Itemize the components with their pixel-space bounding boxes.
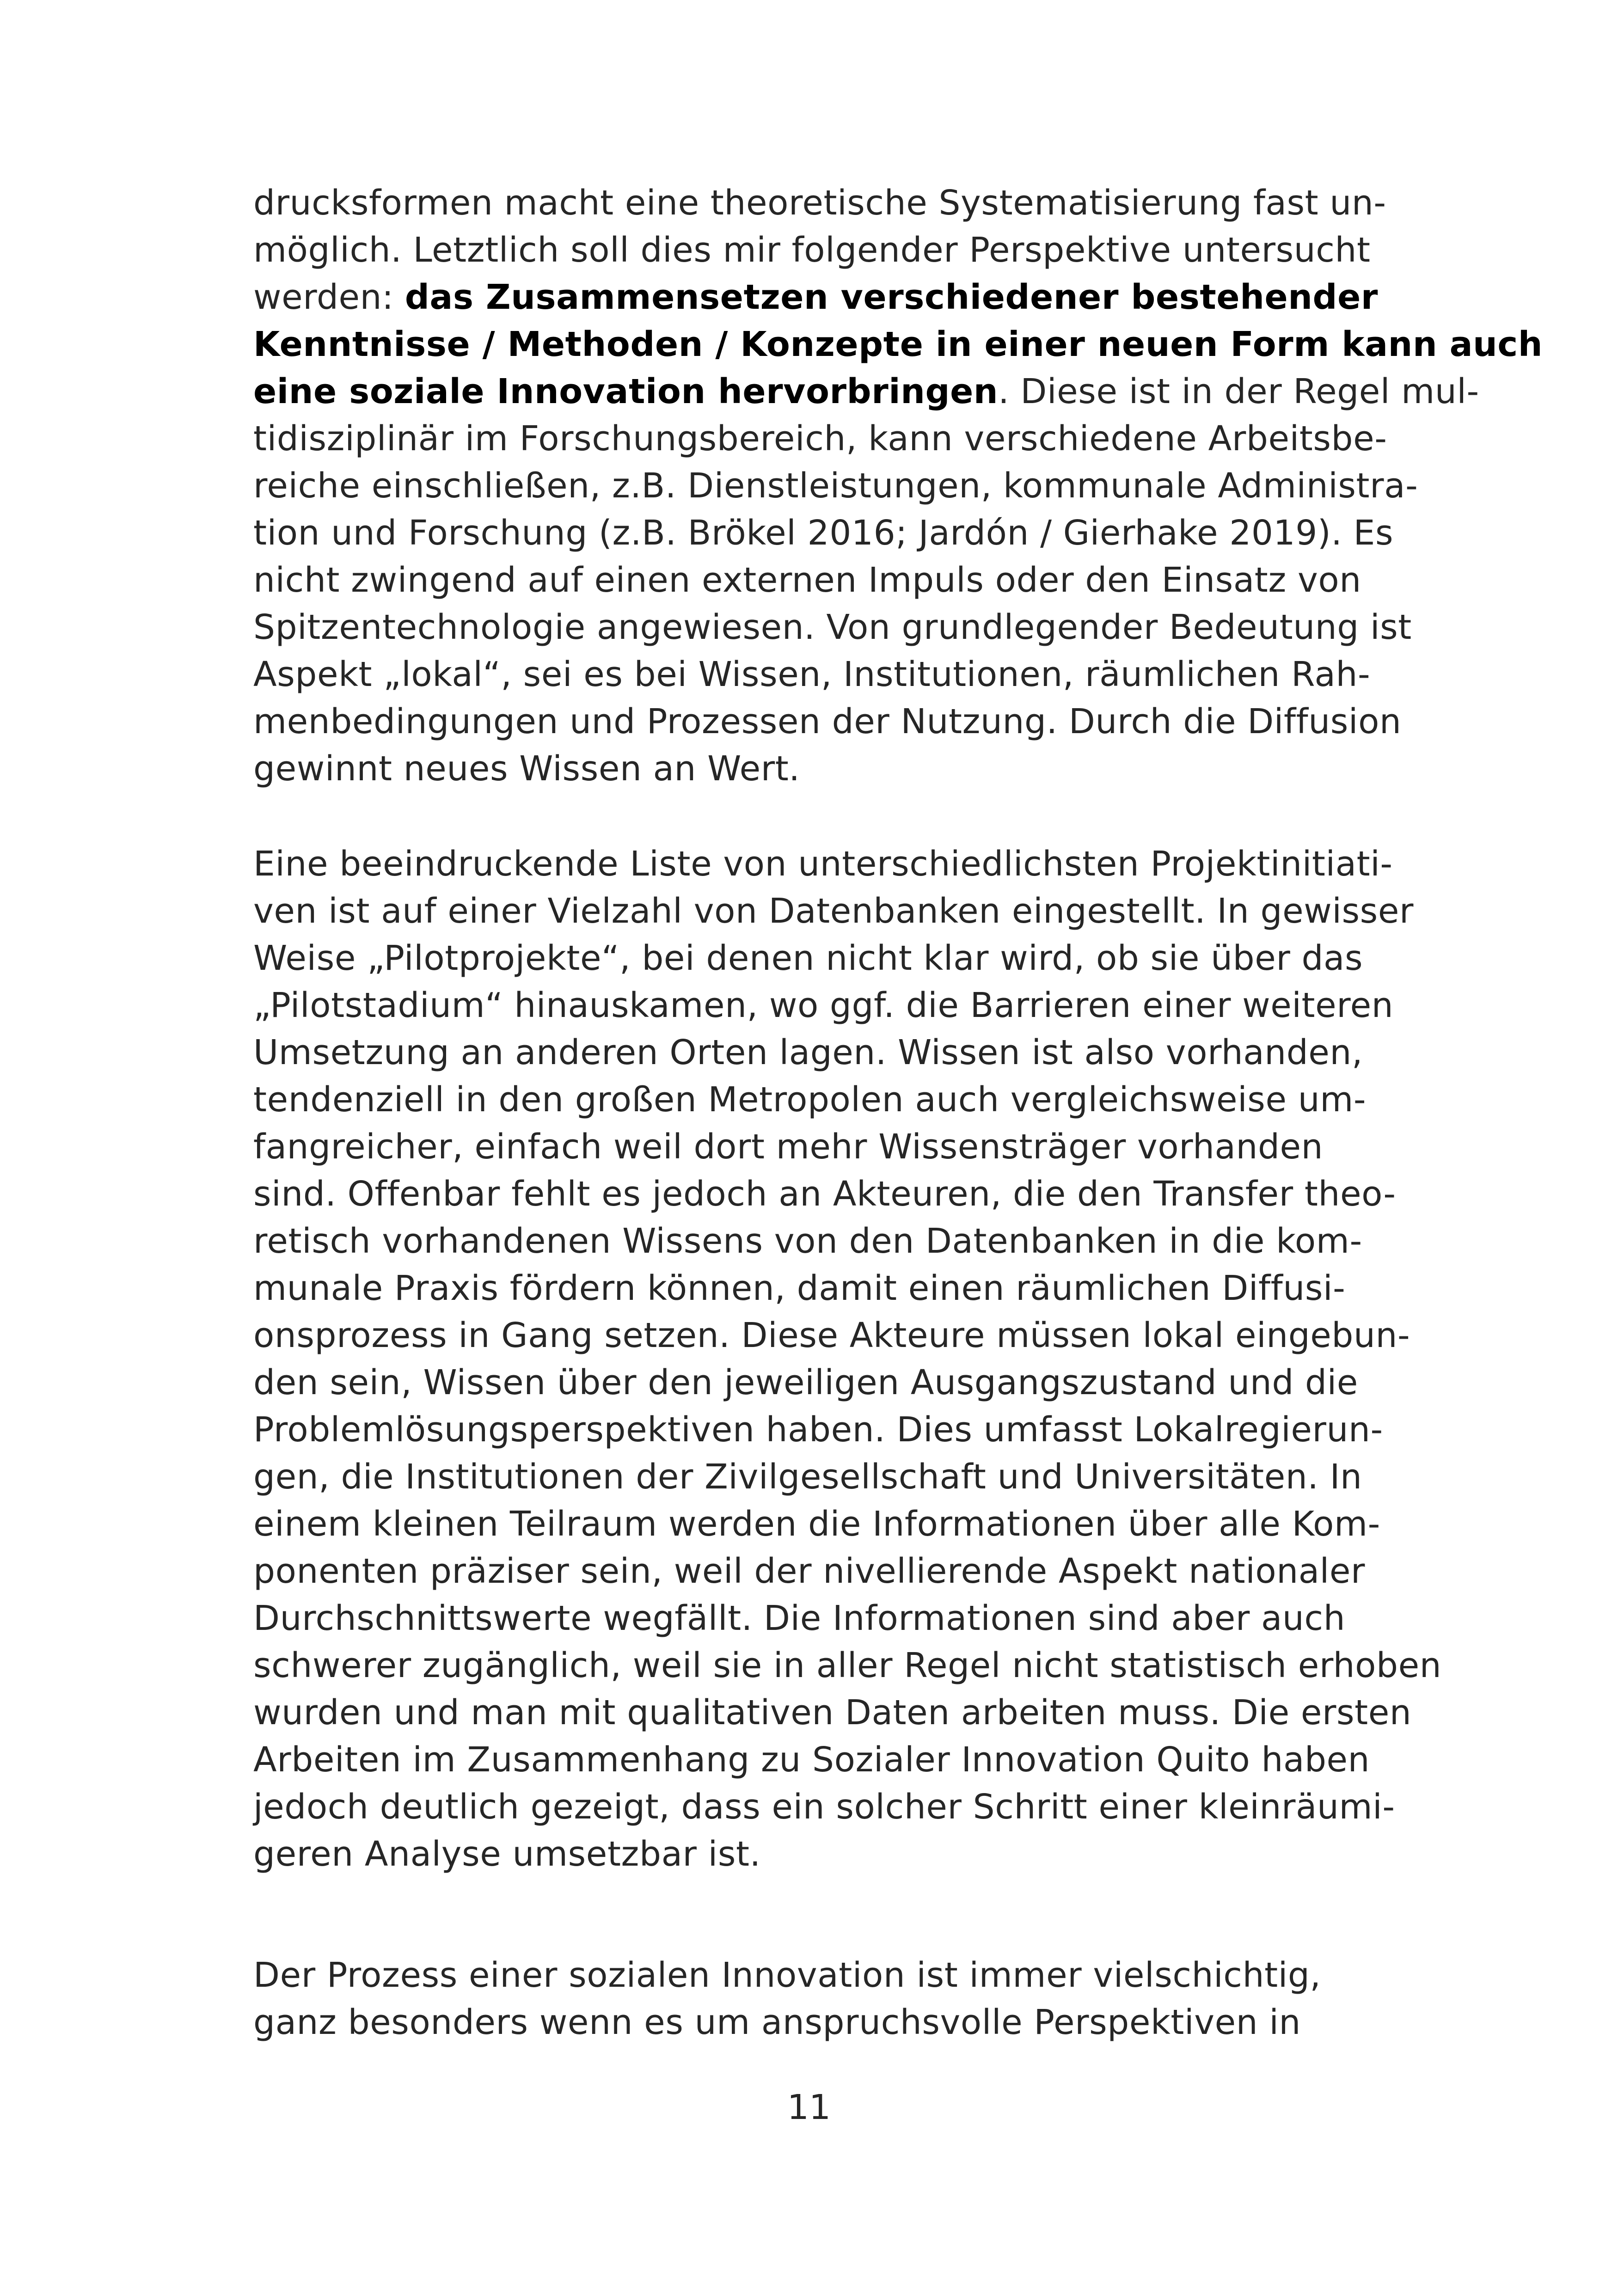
paragraph-2 <box>253 840 1442 1878</box>
text-line: Problemlösungsperspektiven haben. Dies umfasst Lokalregierun- <box>253 1410 1383 1450</box>
text-line: Weise „Pilotprojekte“, bei denen nicht klar wird, ob sie über das <box>253 938 1363 978</box>
text-line: fangreicher, einfach weil dort mehr Wissensträger vorhanden <box>253 1127 1324 1167</box>
text-line: „Pilotstadium“ hinauskamen, wo ggf. die Barrieren einer weiteren <box>253 986 1394 1025</box>
text-line: Eine beeindruckende Liste von unterschiedlichsten Projektinitiati- <box>253 844 1393 884</box>
text-line: Der Prozess einer sozialen Innovation ist immer vielschichtig, <box>253 1955 1321 1995</box>
emphasized-text: eine soziale Innovation hervorbringen <box>253 372 999 411</box>
text-line: gen, die Institutionen der Zivilgesellschaft und Universitäten. In <box>253 1457 1362 1497</box>
text-line: ponenten präziser sein, weil der nivellierende Aspekt nationaler <box>253 1551 1365 1591</box>
text-line-with-emphasis <box>253 321 1543 368</box>
emphasized-text: Kenntnisse / Methoden / Konzepte in einer neuen Form kann auch <box>253 325 1543 364</box>
paragraph-1 <box>253 179 1543 792</box>
text-line: Umsetzung an anderen Orten lagen. Wissen ist also vorhanden, <box>253 1033 1363 1072</box>
text-line: Arbeiten im Zusammenhang zu Sozialer Innovation Quito haben <box>253 1740 1370 1780</box>
text-line: gewinnt neues Wissen an Wert. <box>253 749 800 789</box>
text-line: einem kleinen Teilraum werden die Informationen über alle Kom- <box>253 1504 1380 1544</box>
text-line: tendenziell in den großen Metropolen auch vergleichsweise um- <box>253 1080 1367 1120</box>
text-line-with-emphasis <box>253 368 1479 415</box>
text-line: schwerer zugänglich, weil sie in aller Regel nicht statistisch erhoben <box>253 1646 1442 1685</box>
text-line: retisch vorhandenen Wissens von den Datenbanken in die kom- <box>253 1221 1362 1261</box>
page-number: 11 <box>787 2088 831 2127</box>
text-line: menbedingungen und Prozessen der Nutzung. Durch die Diffusion <box>253 702 1402 741</box>
emphasized-text: das Zusammensetzen verschiedener bestehender <box>404 277 1379 317</box>
text-line: tion und Forschung (z.B. Brökel 2016; Jardón / Gierhake 2019). Es <box>253 513 1394 553</box>
paragraph-3 <box>253 1952 1321 2046</box>
text-segment: werden: <box>253 277 394 317</box>
text-line: sind. Offenbar fehlt es jedoch an Akteuren, die den Transfer theo- <box>253 1174 1396 1214</box>
text-line: reiche einschließen, z.B. Dienstleistungen, kommunale Administra- <box>253 466 1418 506</box>
text-line: ven ist auf einer Vielzahl von Datenbanken eingestellt. In gewisser <box>253 891 1414 931</box>
text-line: wurden und man mit qualitativen Daten arbeiten muss. Die ersten <box>253 1693 1412 1733</box>
text-line: nicht zwingend auf einen externen Impuls oder den Einsatz von <box>253 560 1361 600</box>
text-line: tidisziplinär im Forschungsbereich, kann verschiedene Arbeitsbe- <box>253 419 1387 459</box>
text-line: geren Analyse umsetzbar ist. <box>253 1834 761 1874</box>
text-line: den sein, Wissen über den jeweiligen Ausgangszustand und die <box>253 1363 1358 1402</box>
text-line: Aspekt „lokal“, sei es bei Wissen, Institutionen, räumlichen Rah- <box>253 655 1371 694</box>
text-line: munale Praxis fördern können, damit einen räumlichen Diffusi- <box>253 1268 1346 1308</box>
text-line: jedoch deutlich gezeigt, dass ein solcher Schritt einer kleinräumi- <box>253 1787 1395 1827</box>
text-line-with-emphasis <box>253 274 1379 321</box>
text-segment: . Diese ist in der Regel mul- <box>998 372 1479 411</box>
text-line: möglich. Letztlich soll dies mir folgender Perspektive untersucht <box>253 230 1371 270</box>
text-line: ganz besonders wenn es um anspruchsvolle Perspektiven in <box>253 2002 1301 2042</box>
text-line: Durchschnittswerte wegfällt. Die Informationen sind aber auch <box>253 1598 1346 1638</box>
text-line: drucksformen macht eine theoretische Systematisierung fast un- <box>253 183 1386 223</box>
text-line: Spitzentechnologie angewiesen. Von grundlegender Bedeutung ist <box>253 607 1412 647</box>
text-line: onsprozess in Gang setzen. Diese Akteure müssen lokal eingebun- <box>253 1316 1410 1355</box>
